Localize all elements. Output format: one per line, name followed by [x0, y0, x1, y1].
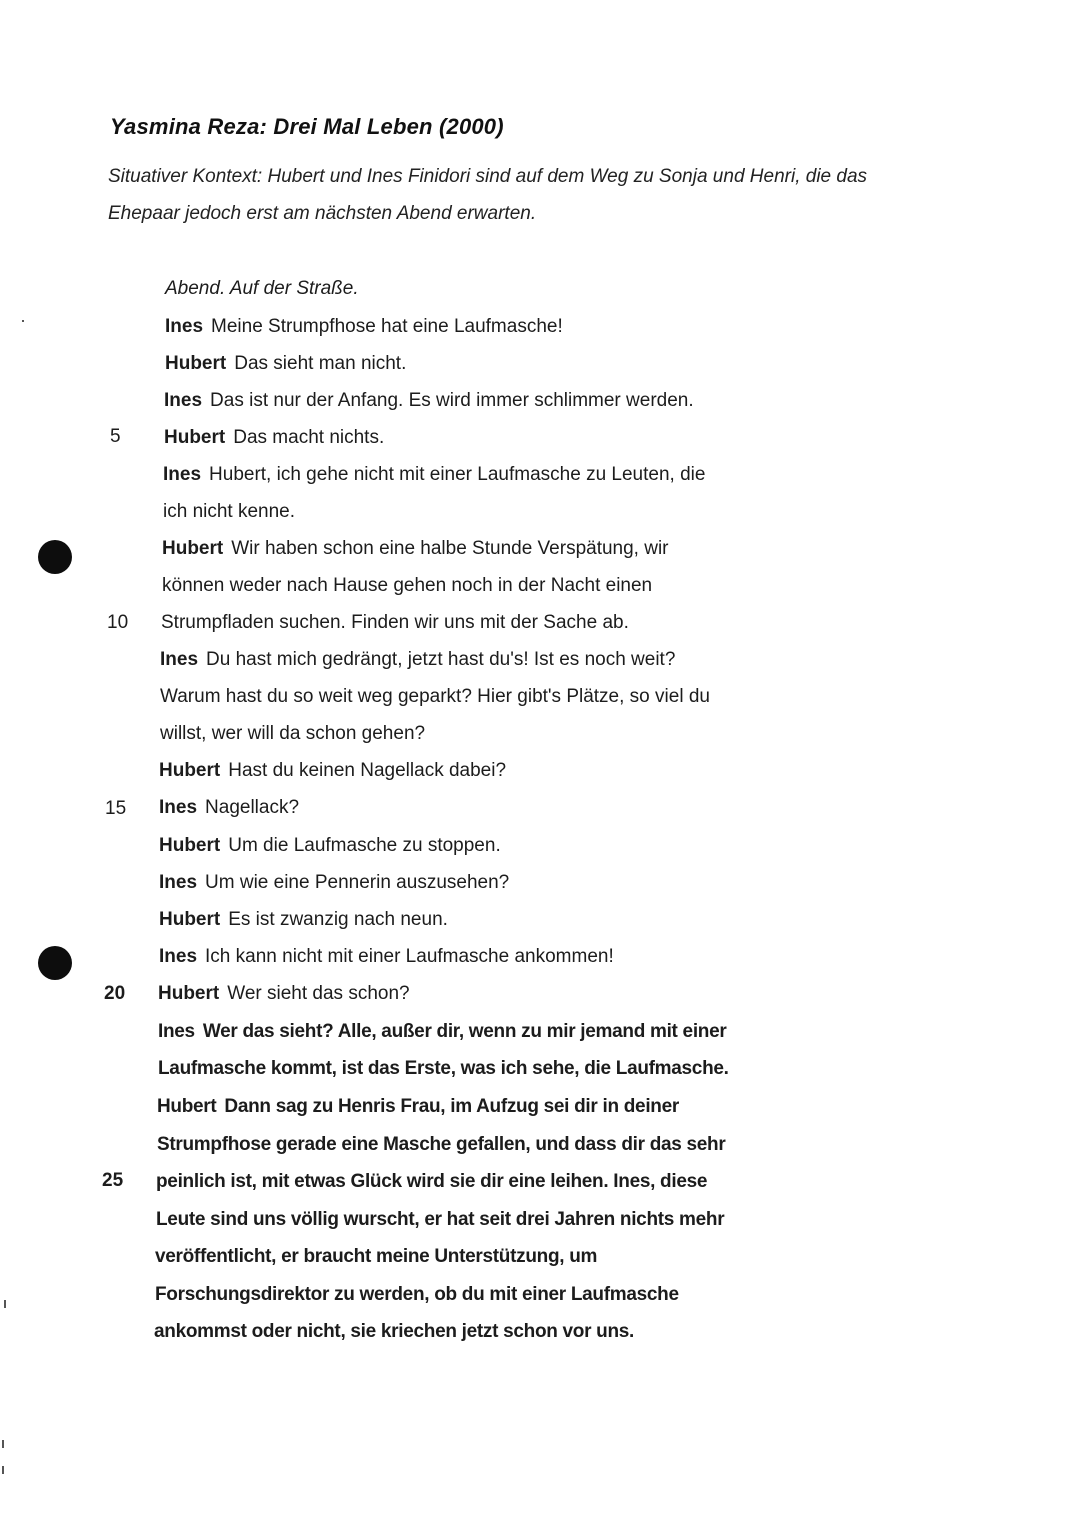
speaker-name: Ines [165, 316, 204, 337]
speaker-name: Hubert [159, 760, 221, 781]
dialogue-line [159, 827, 501, 864]
dialogue-line [162, 567, 652, 604]
dialogue-text: Nagellack? [205, 797, 300, 818]
dialogue-line [158, 1050, 729, 1087]
dialogue-line [165, 308, 563, 345]
speaker-name: Ines [158, 1021, 195, 1042]
scan-speck [22, 320, 24, 322]
dialogue-text: Wer das sieht? Alle, außer dir, wenn zu mir jemand mit einer [202, 1021, 727, 1042]
dialogue-text: Warum hast du so weit weg geparkt? Hier gibt's Plätze, so viel du [160, 686, 710, 707]
dialogue-line [163, 456, 705, 493]
speaker-name: Ines [159, 946, 198, 967]
scan-speck [4, 1300, 6, 1308]
situational-context [108, 158, 1008, 232]
dialogue-text: können weder nach Hause gehen noch in der Nacht einen [162, 575, 653, 596]
dialogue-text: Das macht nichts. [233, 427, 385, 448]
scan-speck [2, 1466, 4, 1474]
dialogue-text: Strumpfladen suchen. Finden wir uns mit der Sache ab. [161, 612, 629, 633]
document-title: Yasmina Reza: Drei Mal Leben (2000) [110, 114, 504, 139]
dialogue-text: Meine Strumpfhose hat eine Laufmasche! [211, 316, 563, 337]
dialogue-line [158, 1013, 726, 1050]
scan-speck [2, 1440, 4, 1448]
dialogue-text: Das sieht man nicht. [234, 353, 407, 374]
dialogue-line [159, 901, 448, 938]
dialogue-line [162, 530, 669, 567]
dialogue-text: Um wie eine Pennerin auszusehen? [205, 872, 510, 893]
dialogue-text: Strumpfhose gerade eine Masche gefallen, und dass dir das sehr [157, 1134, 726, 1155]
speaker-name: Hubert [162, 538, 224, 559]
dialogue-line [160, 678, 710, 715]
line-number-5: 5 [110, 426, 121, 447]
speaker-name: Ines [159, 797, 198, 818]
dialogue-line [155, 1238, 597, 1275]
dialogue-text: ankommst oder nicht, sie kriechen jetzt schon vor uns. [154, 1321, 635, 1342]
line-number-25: 25 [102, 1170, 124, 1191]
speaker-name: Hubert [159, 835, 221, 856]
speaker-name: Ines [160, 649, 199, 670]
dialogue-text: Hubert, ich gehe nicht mit einer Laufmasche zu Leuten, die [209, 464, 706, 485]
dialogue-line [157, 1126, 725, 1163]
line-number-10: 10 [107, 612, 129, 633]
dialogue-text: Forschungsdirektor zu werden, ob du mit einer Laufmasche [155, 1284, 679, 1305]
dialogue-text: Wir haben schon eine halbe Stunde Verspätung, wir [231, 538, 669, 559]
dialogue-line [160, 715, 425, 752]
dialogue-line [163, 493, 295, 530]
line-number-15: 15 [105, 798, 127, 819]
dialogue-line [164, 419, 384, 456]
dialogue-text: Dann sag zu Henris Frau, im Aufzug sei dir in deiner [224, 1096, 679, 1117]
dialogue-line [159, 752, 506, 789]
dialogue-line [156, 1163, 707, 1200]
speaker-name: Hubert [159, 909, 221, 930]
speaker-name: Hubert [158, 983, 220, 1004]
dialogue-line [159, 864, 509, 901]
dialogue-line [165, 345, 406, 382]
dialogue-text: peinlich ist, mit etwas Glück wird sie dir eine leihen. Ines, diese [156, 1171, 708, 1192]
dialogue-text: Du hast mich gedrängt, jetzt hast du's! Ist es noch weit? [206, 649, 676, 670]
speaker-name: Hubert [157, 1096, 217, 1117]
dialogue-text: veröffentlicht, er braucht meine Unterstützung, um [155, 1246, 598, 1267]
context-line-2: Ehepaar jedoch erst am nächsten Abend erwarten. [108, 203, 537, 224]
context-line-1: Situativer Kontext: Hubert und Ines Finidori sind auf dem Weg zu Sonja und Henri, die das [108, 166, 868, 187]
dialogue-line [154, 1313, 634, 1350]
dialogue-line [160, 641, 675, 678]
dialogue-line [159, 938, 614, 975]
dialogue-line [157, 1088, 679, 1125]
dialogue-text: Hast du keinen Nagellack dabei? [228, 760, 507, 781]
dialogue-text: Um die Laufmasche zu stoppen. [228, 835, 501, 856]
dialogue-text: Das ist nur der Anfang. Es wird immer schlimmer werden. [210, 390, 694, 411]
speaker-name: Ines [163, 464, 202, 485]
dialogue-text: ich nicht kenne. [163, 501, 296, 522]
speaker-name: Hubert [164, 427, 226, 448]
speaker-name: Ines [164, 390, 203, 411]
dialogue-text: Leute sind uns völlig wurscht, er hat seit drei Jahren nichts mehr [156, 1209, 725, 1230]
line-number-20: 20 [104, 983, 126, 1004]
stage-direction: Abend. Auf der Straße. [165, 278, 359, 299]
dialogue-line [161, 604, 629, 641]
dialogue-text: Ich kann nicht mit einer Laufmasche ankommen! [205, 946, 614, 967]
dialogue-line [164, 382, 694, 419]
dialogue-text: willst, wer will da schon gehen? [160, 723, 426, 744]
speaker-name: Ines [159, 872, 198, 893]
dialogue-line [159, 789, 299, 826]
dialogue-line [155, 1276, 679, 1313]
hole-punch-mark-top [38, 540, 72, 574]
dialogue-text: Es ist zwanzig nach neun. [228, 909, 448, 930]
hole-punch-mark-bottom [38, 946, 72, 980]
dialogue-text: Wer sieht das schon? [227, 983, 410, 1004]
dialogue-line [158, 975, 410, 1012]
dialogue-line [156, 1201, 724, 1238]
speaker-name: Hubert [165, 353, 227, 374]
dialogue-text: Laufmasche kommt, ist das Erste, was ich sehe, die Laufmasche. [158, 1058, 729, 1079]
